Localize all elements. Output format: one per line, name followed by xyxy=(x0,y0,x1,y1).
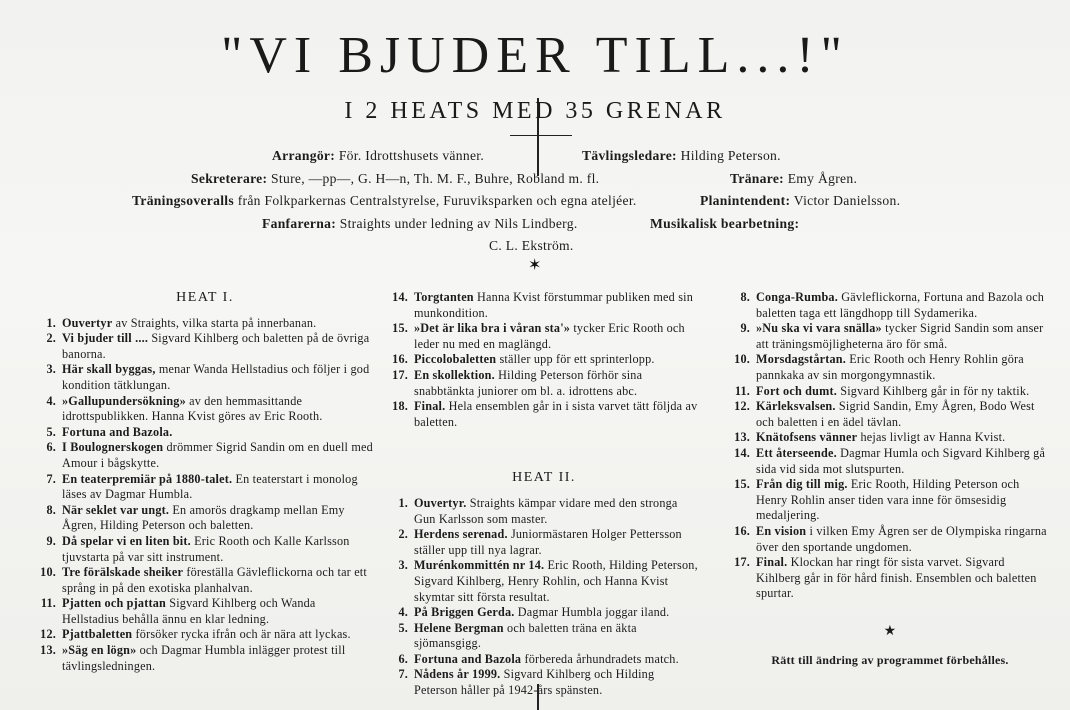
item-title: En vision xyxy=(756,523,807,538)
program-item xyxy=(388,321,700,352)
item-description: Sigvard Kihlberg och Wanda Hellstadius behålla ännu en klar ledning. xyxy=(62,596,316,626)
program-item xyxy=(388,399,700,430)
item-number: 12. xyxy=(734,399,750,414)
program-item xyxy=(36,627,374,643)
overalls-label: Träningsoveralls xyxy=(132,193,234,208)
item-number: 1. xyxy=(46,315,56,330)
program-item xyxy=(730,290,1050,321)
musik-value: C. L. Ekström. xyxy=(489,238,574,253)
sekr-label: Sekreterare: xyxy=(191,171,268,186)
credit-line-4b xyxy=(650,216,1070,232)
item-description: av den hemmasittande idrottspublikken. Hanna Kvist göres av Eric Rooth. xyxy=(62,393,323,424)
item-number: 13. xyxy=(40,643,56,658)
tranare-label: Tränare: xyxy=(730,171,784,186)
item-description: tycker Eric Rooth och leder nu med en maglängd. xyxy=(414,321,685,351)
item-title: Ouvertyr xyxy=(62,315,113,330)
item-number: 18. xyxy=(392,399,408,414)
item-number: 7. xyxy=(398,667,408,682)
divider-star-icon: ✶ xyxy=(528,255,542,274)
item-number: 3. xyxy=(46,362,56,377)
program-item xyxy=(388,558,700,605)
item-number: 1. xyxy=(398,495,408,510)
heat-1-heading: HEAT I. xyxy=(176,290,234,305)
item-number: 14. xyxy=(392,290,408,304)
program-item xyxy=(36,316,374,332)
item-number: 15. xyxy=(392,321,408,336)
program-item xyxy=(730,399,1050,430)
item-title: »Gallupundersökning» xyxy=(62,393,186,408)
musik-label: Musikalisk bearbetning: xyxy=(650,216,800,231)
tranare-value: Emy Ågren. xyxy=(787,171,858,186)
heat-1-list xyxy=(36,316,374,675)
program-item xyxy=(730,524,1050,555)
item-title: Pjatten och pjattan xyxy=(62,596,166,611)
program-item xyxy=(730,352,1050,383)
credit-line-2b xyxy=(730,171,1070,187)
item-title: Murénkommittén nr 14. xyxy=(414,558,545,573)
item-title: Morsdagstårtan. xyxy=(756,352,846,367)
program-item xyxy=(36,534,374,565)
item-description: En amorös dragkamp mellan Emy Ågren, Hilding Peterson och baletten. xyxy=(62,502,345,533)
program-item xyxy=(388,368,700,399)
fanf-value: Straights under ledning av Nils Lindberg. xyxy=(339,216,578,231)
fanf-label: Fanfarerna: xyxy=(262,216,337,231)
item-title: Helene Bergman xyxy=(414,620,504,635)
item-description: i vilken Emy Ågren ser de Olympiska ringarna över den sportande ungdomen. xyxy=(756,523,1047,554)
item-number: 11. xyxy=(734,383,750,398)
item-description: En teaterstart i monolog läses av Dagmar Humbla. xyxy=(62,471,358,502)
item-description: Eric Rooth, Hilding Peterson och Henry Rohlin anser tiden vara inne för ömsesidig medaljering. xyxy=(756,477,1020,523)
item-title: När seklet var ungt. xyxy=(62,502,170,517)
arrangor-label: Arrangör: xyxy=(272,148,336,163)
item-description: Eric Rooth och Kalle Karlsson tjuvstarta på var sitt instrument. xyxy=(62,533,350,564)
item-number: 2. xyxy=(398,527,408,542)
item-description: förbereda århundradets match. xyxy=(521,651,679,666)
program-item xyxy=(730,477,1050,524)
program-item xyxy=(36,643,374,674)
item-description: Hela ensemblen går in i sista varvet tätt följda av baletten. xyxy=(414,399,698,429)
item-description: Sigvard Kihlberg går in för ny taktik. xyxy=(837,383,1030,398)
item-title: Fort och dumt. xyxy=(756,383,837,398)
item-title: Pjattbaletten xyxy=(62,627,133,642)
item-number: 2. xyxy=(46,331,56,346)
program-item xyxy=(730,430,1050,446)
item-description: Gävleflickorna, Fortuna and Bazola och baletten taga ett längdhopp till Sydamerika. xyxy=(756,290,1045,320)
item-title: Final. xyxy=(414,399,446,414)
program-item xyxy=(36,331,374,362)
item-number: 3. xyxy=(398,558,408,573)
heat-2-heading: HEAT II. xyxy=(512,470,576,486)
plan-label: Planintendent: xyxy=(700,193,791,208)
item-number: 13. xyxy=(734,430,750,445)
column-1 xyxy=(36,290,374,674)
tavling-value: Hilding Peterson. xyxy=(680,148,781,163)
item-number: 9. xyxy=(740,321,750,336)
tavling-label: Tävlingsledare: xyxy=(582,148,677,163)
item-title: Conga-Rumba. xyxy=(756,290,838,304)
item-title: »Det är lika bra i våran sta'» xyxy=(414,321,571,336)
arrangor-value: För. Idrottshusets vänner. xyxy=(338,148,485,163)
item-number: 8. xyxy=(46,502,56,517)
item-title: Ett återseende. xyxy=(756,445,837,460)
item-number: 17. xyxy=(392,367,408,382)
item-title: På Briggen Gerda. xyxy=(414,605,515,620)
item-number: 10. xyxy=(734,352,750,367)
program-item xyxy=(730,384,1050,400)
column-3 xyxy=(730,290,1050,669)
program-item xyxy=(730,555,1050,602)
item-description: Hilding Peterson förhör sina snabbtänkta juniorer om bl. a. idrottens abc. xyxy=(414,367,643,398)
program-item xyxy=(388,290,700,321)
item-title: Från dig till mig. xyxy=(756,477,848,492)
item-title: Nådens år 1999. xyxy=(414,667,501,682)
item-title: Fortuna and Bazola xyxy=(414,651,522,666)
footer-star-icon: ★ xyxy=(883,623,897,639)
item-title: Herdens serenad. xyxy=(414,527,508,542)
item-description: Sigvard Kihlberg och Hilding Peterson håller på 1942-års spänsten. xyxy=(414,667,655,698)
item-title: Final. xyxy=(756,555,788,570)
item-description: ställer upp för ett sprinterlopp. xyxy=(496,352,655,367)
item-title: Piccolobaletten xyxy=(414,352,497,367)
item-title: Torgtanten xyxy=(414,290,474,304)
item-number: 14. xyxy=(734,445,750,460)
item-description: och Dagmar Humbla inlägger protest till tävlingsledningen. xyxy=(62,643,346,673)
credit-line-5 xyxy=(489,238,1070,254)
program-item xyxy=(36,596,374,627)
item-number: 4. xyxy=(46,393,56,408)
program-item xyxy=(388,352,700,368)
item-title: I Boulognerskogen xyxy=(62,440,164,455)
item-description: försöker rycka ifrån och är nära att lyckas. xyxy=(132,627,351,642)
item-number: 8. xyxy=(740,290,750,304)
item-title: Ouvertyr. xyxy=(414,495,467,510)
heat-1-list-continued xyxy=(388,290,700,430)
column-2 xyxy=(388,290,700,699)
item-number: 7. xyxy=(46,471,56,486)
heat-2-list-continued xyxy=(730,290,1050,602)
program-item xyxy=(388,496,700,527)
overalls-value: från Folkparkernas Centralstyrelse, Furuviksparken och egna ateljéer. xyxy=(237,193,637,208)
item-description: hejas livligt av Hanna Kvist. xyxy=(857,430,1006,445)
item-title: Knätofsens vänner xyxy=(756,430,858,445)
item-description: Sigrid Sandin, Emy Ågren, Bodo West och baletten i en ädel tävlan. xyxy=(756,399,1035,429)
program-item xyxy=(36,565,374,596)
item-number: 12. xyxy=(40,627,56,642)
heat-2-list xyxy=(388,496,700,699)
item-description: Straights kämpar vidare med den stronga Gun Karlsson som master. xyxy=(414,495,678,526)
program-item xyxy=(36,362,374,393)
item-description: Eric Rooth och Henry Rohlin göra pannkaka av sin morgongymnastik. xyxy=(756,352,1024,382)
item-description: föreställa Gävleflickorna och tar ett språng in på den exotiska planhalvan. xyxy=(62,565,367,595)
item-title: »Nu ska vi vara snälla» xyxy=(756,321,882,336)
program-item xyxy=(730,321,1050,352)
credit-line-1b xyxy=(582,148,1070,164)
program-item xyxy=(388,652,700,668)
item-number: 17. xyxy=(734,555,750,570)
item-title: En teaterpremiär på 1880-talet. xyxy=(62,471,233,486)
item-number: 5. xyxy=(46,424,56,439)
item-title: Tre förälskade sheiker xyxy=(62,565,184,580)
program-item xyxy=(388,527,700,558)
program-item xyxy=(36,425,374,441)
reservation-note: Rätt till ändring av programmet förbehålles. xyxy=(771,653,1009,668)
item-description: Juniormästaren Holger Pettersson ställer upp till nya lagrar. xyxy=(414,527,682,557)
program-item xyxy=(36,440,374,471)
item-description: Klockan har ringt för sista varvet. Sigvard Kihlberg går in för hård finish. Ensemblen och baletten spurtar. xyxy=(756,555,1037,601)
item-number: 16. xyxy=(392,352,408,367)
sekr-value: Sture, —pp—, G. H—n, Th. M. F., Buhre, Robland m. fl. xyxy=(271,171,600,186)
item-number: 6. xyxy=(46,440,56,455)
item-number: 9. xyxy=(46,533,56,548)
plan-value: Victor Danielsson. xyxy=(793,193,901,208)
item-description: Hanna Kvist förstummar publiken med sin munkondition. xyxy=(414,290,694,320)
item-description: Dagmar Humbla joggar iland. xyxy=(514,605,670,620)
item-title: Vi bjuder till .... xyxy=(62,331,149,346)
title-rule xyxy=(510,135,572,136)
item-number: 6. xyxy=(398,651,408,666)
item-description: tycker Sigrid Sandin som anser att träningsmöjligheterna äro för små. xyxy=(756,321,1044,351)
program-item xyxy=(388,621,700,652)
item-description: och baletten träna en äkta sjömansgigg. xyxy=(414,620,637,651)
item-description: Dagmar Humla och Sigvard Kihlberg gå sida vid sida mot slutspurten. xyxy=(756,445,1046,476)
item-description: menar Wanda Hellstadius och följer i god kondition tätklungan. xyxy=(62,362,370,392)
item-title: Då spelar vi en liten bit. xyxy=(62,533,191,548)
program-item xyxy=(36,503,374,534)
item-number: 16. xyxy=(734,523,750,538)
program-item xyxy=(388,605,700,621)
item-title: Kärleksvalsen. xyxy=(756,399,836,414)
page-title: "VI BJUDER TILL...!" xyxy=(221,27,849,84)
item-description: av Straights, vilka starta på innerbanan. xyxy=(112,315,317,330)
item-title: En skollektion. xyxy=(414,367,495,382)
program-item xyxy=(730,446,1050,477)
credit-line-3b xyxy=(700,193,1070,209)
item-title: Här skall byggas, xyxy=(62,362,156,377)
item-number: 10. xyxy=(40,565,56,580)
program-item xyxy=(36,394,374,425)
item-title: »Säg en lögn» xyxy=(62,643,137,658)
item-description: Sigvard Kihlberg och baletten på de övriga banorna. xyxy=(62,331,370,361)
page-subtitle: I 2 HEATS MED 35 GRENAR xyxy=(344,98,726,124)
item-number: 15. xyxy=(734,477,750,492)
item-description: drömmer Sigrid Sandin om en duell med Amour i bågskytte. xyxy=(62,440,373,470)
item-title: Fortuna and Bazola. xyxy=(62,424,173,439)
item-description: Eric Rooth, Hilding Peterson, Sigvard Kihlberg, Henry Rohlin, och Hanna Kvist skymtar sitt första resultat. xyxy=(414,558,698,604)
item-number: 5. xyxy=(398,620,408,635)
item-number: 11. xyxy=(40,596,56,611)
program-item xyxy=(388,667,700,698)
program-item xyxy=(36,472,374,503)
item-number: 4. xyxy=(398,605,408,620)
